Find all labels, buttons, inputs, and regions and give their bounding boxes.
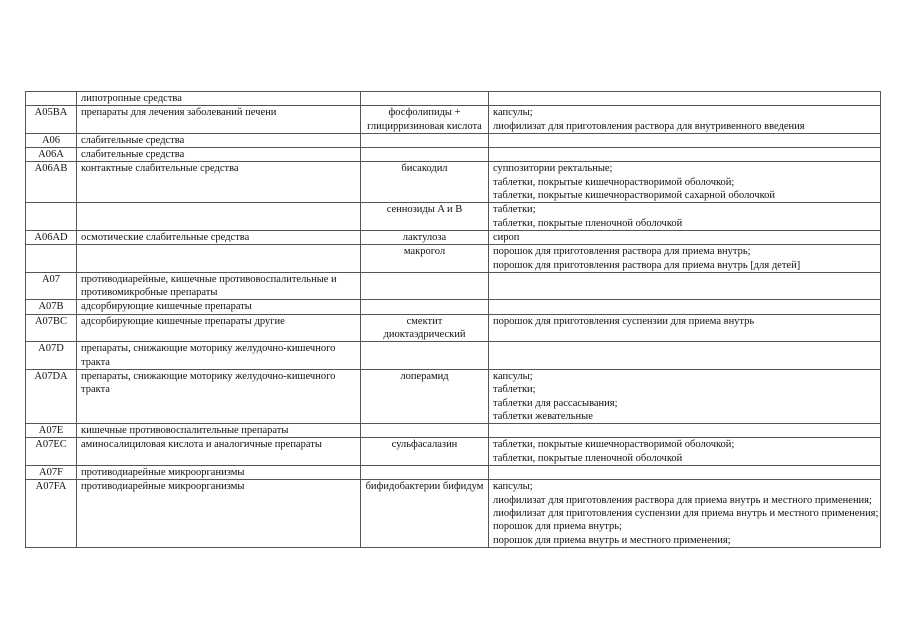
- dosage-form-cell: [489, 272, 881, 300]
- atc-code-cell: A06AD: [26, 230, 77, 244]
- group-cell: противодиарейные, кишечные противовоспалительные и противомикробные препараты: [77, 272, 361, 300]
- group-cell: [77, 245, 361, 273]
- atc-code-cell: [26, 92, 77, 106]
- table-row: [26, 230, 881, 244]
- inn-cell: фосфолипиды + глицирризиновая кислота: [361, 106, 489, 134]
- table-row: [26, 106, 881, 134]
- atc-code-cell: A07F: [26, 466, 77, 480]
- table-row: [26, 272, 881, 300]
- atc-code-cell: A07B: [26, 300, 77, 314]
- atc-code-cell: A06A: [26, 148, 77, 162]
- group-cell: слабительные средства: [77, 148, 361, 162]
- atc-code-cell: [26, 203, 77, 231]
- table-row: [26, 300, 881, 314]
- dosage-form-line: порошок для приема внутрь;: [493, 521, 622, 533]
- atc-code-cell: A07FA: [26, 480, 77, 547]
- dosage-form-line: таблетки;: [493, 204, 536, 216]
- group-cell: препараты, снижающие моторику желудочно-кишечного тракта: [77, 369, 361, 423]
- table-row: [26, 203, 881, 231]
- table-row: [26, 245, 881, 273]
- table-row: [26, 314, 881, 342]
- dosage-form-line: суппозитории ректальные;: [493, 163, 613, 175]
- inn-cell: смектит диоктаэдрический: [361, 314, 489, 342]
- dosage-form-line: капсулы;: [493, 370, 533, 382]
- inn-cell: макрогол: [361, 245, 489, 273]
- inn-cell: бифидобактерии бифидум: [361, 480, 489, 547]
- dosage-form-cell: [489, 203, 881, 231]
- atc-code-cell: A07BC: [26, 314, 77, 342]
- table-row: [26, 162, 881, 203]
- dosage-form-line: таблетки, покрытые кишечнорастворимой оболочкой;: [493, 439, 735, 451]
- inn-cell: сеннозиды A и B: [361, 203, 489, 231]
- table-row: [26, 148, 881, 162]
- group-cell: слабительные средства: [77, 133, 361, 147]
- dosage-form-cell: [489, 148, 881, 162]
- dosage-form-line: таблетки;: [493, 384, 536, 396]
- atc-code-cell: A07DA: [26, 369, 77, 423]
- inn-cell: сульфасалазин: [361, 438, 489, 466]
- atc-code-cell: A06AB: [26, 162, 77, 203]
- dosage-form-line: таблетки, покрытые кишечнорастворимой оболочкой;: [493, 176, 735, 188]
- dosage-form-cell: [489, 245, 881, 273]
- inn-cell: [361, 92, 489, 106]
- dosage-form-line: лиофилизат для приготовления раствора для приема внутрь и местного применения;: [493, 494, 872, 506]
- inn-cell: бисакодил: [361, 162, 489, 203]
- dosage-form-cell: [489, 314, 881, 342]
- table-row: [26, 342, 881, 370]
- dosage-form-line: порошок для приготовления раствора для приема внутрь [для детей]: [493, 259, 801, 271]
- dosage-form-line: таблетки жевательные: [493, 410, 593, 422]
- atc-code-cell: A05BA: [26, 106, 77, 134]
- dosage-form-cell: [489, 162, 881, 203]
- group-cell: препараты, снижающие моторику желудочно-кишечного тракта: [77, 342, 361, 370]
- group-cell: адсорбирующие кишечные препараты: [77, 300, 361, 314]
- table-row: [26, 424, 881, 438]
- atc-code-cell: A06: [26, 133, 77, 147]
- group-cell: липотропные средства: [77, 92, 361, 106]
- dosage-form-cell: [489, 300, 881, 314]
- inn-cell: [361, 148, 489, 162]
- atc-code-cell: A07D: [26, 342, 77, 370]
- dosage-form-line: таблетки, покрытые кишечнорастворимой сахарной оболочкой: [493, 190, 776, 202]
- drug-table: [25, 91, 881, 548]
- inn-cell: [361, 272, 489, 300]
- dosage-form-line: сироп: [493, 231, 520, 243]
- dosage-form-line: лиофилизат для приготовления раствора для внутривенного введения: [493, 120, 805, 132]
- group-cell: осмотические слабительные средства: [77, 230, 361, 244]
- atc-code-cell: A07EC: [26, 438, 77, 466]
- dosage-form-cell: [489, 466, 881, 480]
- drug-table-body: [26, 92, 881, 548]
- group-cell: кишечные противовоспалительные препараты: [77, 424, 361, 438]
- group-cell: контактные слабительные средства: [77, 162, 361, 203]
- group-cell: [77, 203, 361, 231]
- inn-cell: [361, 133, 489, 147]
- group-cell: противодиарейные микроорганизмы: [77, 466, 361, 480]
- group-cell: препараты для лечения заболеваний печени: [77, 106, 361, 134]
- dosage-form-line: порошок для приема внутрь и местного применения;: [493, 534, 731, 546]
- dosage-form-line: таблетки для рассасывания;: [493, 397, 618, 409]
- dosage-form-cell: [489, 480, 881, 547]
- dosage-form-line: порошок для приготовления суспензии для приема внутрь: [493, 315, 755, 327]
- atc-code-cell: A07: [26, 272, 77, 300]
- atc-code-cell: [26, 245, 77, 273]
- dosage-form-line: лиофилизат для приготовления суспензии для приема внутрь и местного применения;: [493, 507, 879, 519]
- table-row: [26, 480, 881, 547]
- group-cell: аминосалициловая кислота и аналогичные препараты: [77, 438, 361, 466]
- inn-cell: лоперамид: [361, 369, 489, 423]
- atc-code-cell: A07E: [26, 424, 77, 438]
- dosage-form-cell: [489, 424, 881, 438]
- dosage-form-cell: [489, 133, 881, 147]
- group-cell: противодиарейные микроорганизмы: [77, 480, 361, 547]
- inn-cell: лактулоза: [361, 230, 489, 244]
- dosage-form-cell: [489, 342, 881, 370]
- table-row: [26, 92, 881, 106]
- dosage-form-cell: [489, 438, 881, 466]
- table-row: [26, 133, 881, 147]
- dosage-form-line: таблетки, покрытые пленочной оболочкой: [493, 217, 683, 229]
- dosage-form-cell: [489, 369, 881, 423]
- dosage-form-line: капсулы;: [493, 107, 533, 119]
- table-row: [26, 438, 881, 466]
- inn-cell: [361, 342, 489, 370]
- dosage-form-cell: [489, 106, 881, 134]
- dosage-form-line: капсулы;: [493, 481, 533, 493]
- dosage-form-cell: [489, 230, 881, 244]
- table-row: [26, 466, 881, 480]
- inn-cell: [361, 300, 489, 314]
- dosage-form-cell: [489, 92, 881, 106]
- dosage-form-line: порошок для приготовления раствора для приема внутрь;: [493, 246, 751, 258]
- dosage-form-line: таблетки, покрытые пленочной оболочкой: [493, 452, 683, 464]
- inn-cell: [361, 424, 489, 438]
- table-row: [26, 369, 881, 423]
- group-cell: адсорбирующие кишечные препараты другие: [77, 314, 361, 342]
- inn-cell: [361, 466, 489, 480]
